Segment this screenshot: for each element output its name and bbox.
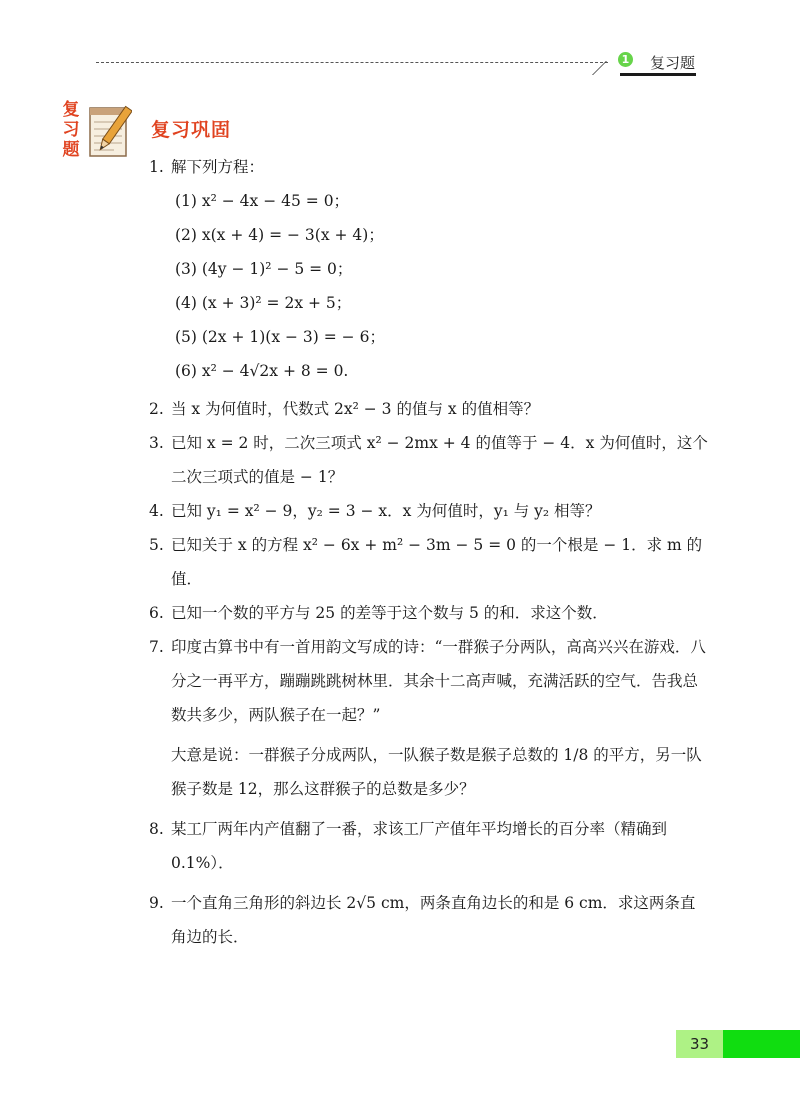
question-6	[149, 596, 709, 630]
exercise-list	[149, 150, 709, 954]
question-5	[149, 528, 709, 596]
page-number: 33	[676, 1030, 723, 1058]
question-text: 当 x 为何值时，代数式 2x² − 3 的值与 x 的值相等？	[171, 400, 540, 418]
question-3	[149, 426, 709, 494]
question-number: 7.	[149, 638, 164, 656]
question-number: 1.	[149, 158, 164, 176]
question-text: 已知一个数的平方与 25 的差等于这个数与 5 的和．求这个数．	[171, 604, 608, 622]
section-title: 复习巩固	[151, 119, 232, 141]
subquestion-1-1: (1) x² − 4x − 45 = 0；	[175, 192, 350, 210]
question-text: 解下列方程：	[171, 158, 265, 176]
subquestion-1-6: (6) x² − 4√2x + 8 = 0.	[175, 362, 349, 380]
logo-text	[58, 100, 84, 162]
subquestion-1-3: (3) (4y − 1)² − 5 = 0；	[175, 260, 353, 278]
header-underline-bar	[620, 73, 696, 76]
header-dashed-rule	[96, 62, 608, 63]
question-text: 一个直角三角形的斜边长 2√5 cm，两条直角边长的和是 6 cm．求这两条直角边的长．	[171, 894, 696, 946]
question-9	[149, 886, 709, 954]
question-text: 已知 y₁ = x² − 9，y₂ = 3 − x．x 为何值时，y₁ 与 y₂ 相等？	[171, 502, 601, 520]
question-text: 已知关于 x 的方程 x² − 6x + m² − 3m − 5 = 0 的一个根是 − 1．求 m 的值．	[171, 536, 703, 588]
question-number: 3.	[149, 434, 164, 452]
question-text: 印度古算书中有一首用韵文写成的诗：“一群猴子分两队，高高兴兴在游戏．八分之一再平方，蹦蹦跳跳树林里．其余十二高声喊，充满活跃的空气．告我总数共多少，两队猴子在一起？”	[171, 638, 706, 724]
question-4	[149, 494, 709, 528]
question-1	[149, 150, 709, 184]
subquestion-1-2: (2) x(x + 4) = − 3(x + 4)；	[175, 226, 384, 244]
question-number: 6.	[149, 604, 164, 622]
question-8	[149, 812, 709, 880]
question-7-meaning: 大意是说：一群猴子分成两队，一队猴子数是猴子总数的 1/8 的平方，另一队猴子数是 12，那么这群猴子的总数是多少？	[171, 746, 702, 798]
subquestion-1-4: (4) (x + 3)² = 2x + 5；	[175, 294, 352, 312]
subquestion-1-5: (5) (2x + 1)(x − 3) = − 6；	[175, 328, 385, 346]
question-number: 4.	[149, 502, 164, 520]
page-number-bar	[723, 1030, 800, 1058]
question-7	[149, 630, 709, 732]
logo-char-1: 复	[62, 100, 80, 120]
question-text: 已知 x = 2 时，二次三项式 x² − 2mx + 4 的值等于 − 4．x 为何值时，这个二次三项式的值是 − 1？	[171, 434, 708, 486]
question-number: 2.	[149, 400, 164, 418]
question-2	[149, 392, 709, 426]
question-number: 9.	[149, 894, 164, 912]
review-exercises-logo	[58, 100, 132, 162]
question-number: 8.	[149, 820, 164, 838]
question-number: 5.	[149, 536, 164, 554]
logo-char-2: 习	[62, 120, 80, 140]
logo-char-3: 题	[62, 140, 80, 160]
running-header-title: 复习题	[650, 54, 696, 72]
chapter-number-badge: 1	[618, 52, 633, 67]
notepad-pencil-icon	[84, 102, 132, 160]
question-text: 某工厂两年内产值翻了一番，求该工厂产值年平均增长的百分率（精确到 0.1%）．	[171, 820, 668, 872]
